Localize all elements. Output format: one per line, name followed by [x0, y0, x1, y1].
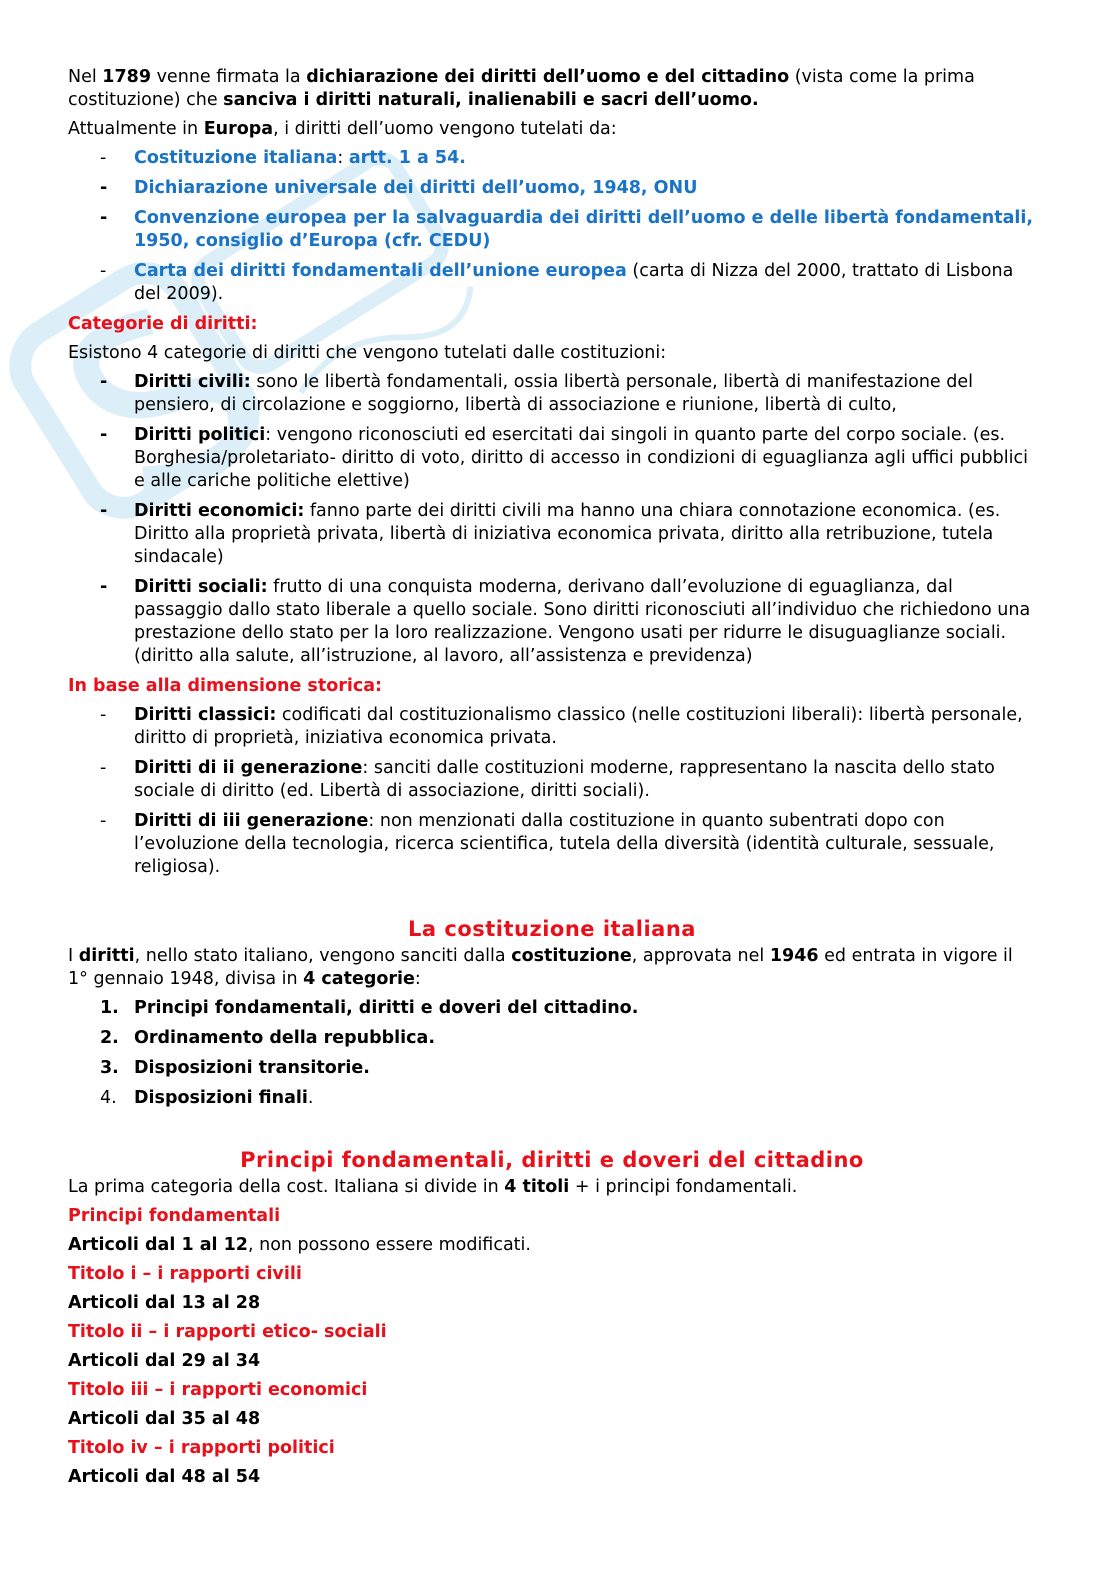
section-articles-titolo-iv: Articoli dal 48 al 54 [68, 1467, 261, 1487]
europe-intro: Attualmente in Europa, i diritti dell’uomo vengono tutelati da: [68, 119, 617, 139]
list-item: 1. Principi fondamentali, diritti e doveri del cittadino. [100, 998, 639, 1018]
list-item: - Carta dei diritti fondamentali dell’unione europea (carta di Nizza del 2000, trattato di Lisbona del 2009). [100, 261, 1014, 304]
costituzione-paragraph: I diritti, nello stato italiano, vengono sanciti dalla costituzione, approvata nel 1946 ed entrata in vigore il 1° gennaio 1948, divisa in 4 categorie: [68, 946, 1013, 989]
section-articles-titolo-i: Articoli dal 13 al 28 [68, 1293, 261, 1313]
europe-list [68, 147, 1036, 306]
list-item: - Diritti economici: fanno parte dei diritti civili ma hanno una chiara connotazione economica. (es. Diritto alla proprietà privata, libertà di iniziativa economica privata, diritto alla retribuzione, tutela sindacale) [100, 501, 1001, 567]
section-heading-titolo-i: Titolo i – i rapporti civili [68, 1264, 302, 1284]
costituzione-title: La costituzione italiana [408, 917, 696, 941]
list-item: - Dichiarazione universale dei diritti dell’uomo, 1948, ONU [100, 178, 698, 198]
list-item: - Diritti classici: codificati dal costituzionalismo classico (nelle costituzioni liberali): libertà personale, diritto di proprietà, iniziativa economica privata. [100, 705, 1023, 748]
section-heading-titolo-iii: Titolo iii – i rapporti economici [68, 1380, 368, 1400]
storica-list [68, 704, 1036, 879]
costituzione-list [68, 997, 1036, 1110]
list-item: 4. Disposizioni finali. [100, 1088, 314, 1108]
categorie-list [68, 371, 1036, 668]
section-heading-titolo-iv: Titolo iv – i rapporti politici [68, 1438, 335, 1458]
list-item: - Diritti sociali: frutto di una conquista moderna, derivano dall’evoluzione di eguaglianza, dal passaggio dallo stato liberale a quello sociale. Sono diritti riconosciuti all’individuo che richiedono una prestazione dello stato per la loro realizzazione. Vengono usati per ridurre le disuguaglianze sociali. (diritto alla salute, all’istruzione, al lavoro, all’assistenza e previdenza) [100, 577, 1031, 666]
list-item: - Convenzione europea per la salvaguardia dei diritti dell’uomo e delle libertà fondamentali, 1950, consiglio d’Europa (cfr. CEDU) [100, 208, 1034, 251]
list-item: - Costituzione italiana: artt. 1 a 54. [100, 148, 466, 168]
section-heading-principi: Principi fondamentali [68, 1206, 281, 1226]
list-item: 2. Ordinamento della repubblica. [100, 1028, 436, 1048]
section-articles-principi: Articoli dal 1 al 12, non possono essere modificati. [68, 1235, 531, 1255]
section-articles-titolo-iii: Articoli dal 35 al 48 [68, 1409, 261, 1429]
categorie-intro: Esistono 4 categorie di diritti che vengono tutelati dalle costituzioni: [68, 343, 667, 363]
storica-heading: In base alla dimensione storica: [68, 676, 383, 696]
principi-intro: La prima categoria della cost. Italiana si divide in 4 titoli + i principi fondamentali. [68, 1177, 798, 1197]
section-heading-titolo-ii: Titolo ii – i rapporti etico- sociali [68, 1322, 387, 1342]
list-item: - Diritti politici: vengono riconosciuti ed esercitati dai singoli in quanto parte del corpo sociale. (es. Borghesia/proletariato- diritto di voto, diritto di accesso in condizioni di eguaglianza agli uffici pubblici e alle cariche politiche elettive) [100, 425, 1028, 491]
list-item: - Diritti di ii generazione: sanciti dalle costituzioni moderne, rappresentano la nascita dello stato sociale di diritto (ed. Libertà di associazione, diritti sociali). [100, 758, 995, 801]
document-page [68, 66, 1036, 1495]
list-item: - Diritti di iii generazione: non menzionati dalla costituzione in quanto subentrati dopo con l’evoluzione della tecnologia, ricerca scientifica, tutela della diversità (identità culturale, sessuale, religiosa). [100, 811, 995, 877]
section-articles-titolo-ii: Articoli dal 29 al 34 [68, 1351, 261, 1371]
list-item: 3. Disposizioni transitorie. [100, 1058, 370, 1078]
list-item: - Diritti civili: sono le libertà fondamentali, ossia libertà personale, libertà di manifestazione del pensiero, di circolazione e soggiorno, libertà di associazione e riunione, libertà di culto, [100, 372, 974, 415]
categorie-heading: Categorie di diritti: [68, 314, 258, 334]
intro-paragraph: Nel 1789 venne firmata la dichiarazione dei diritti dell’uomo e del cittadino (vista come la prima costituzione) che sanciva i diritti naturali, inalienabili e sacri dell’uomo. [68, 67, 975, 110]
principi-title: Principi fondamentali, diritti e doveri del cittadino [240, 1148, 864, 1172]
